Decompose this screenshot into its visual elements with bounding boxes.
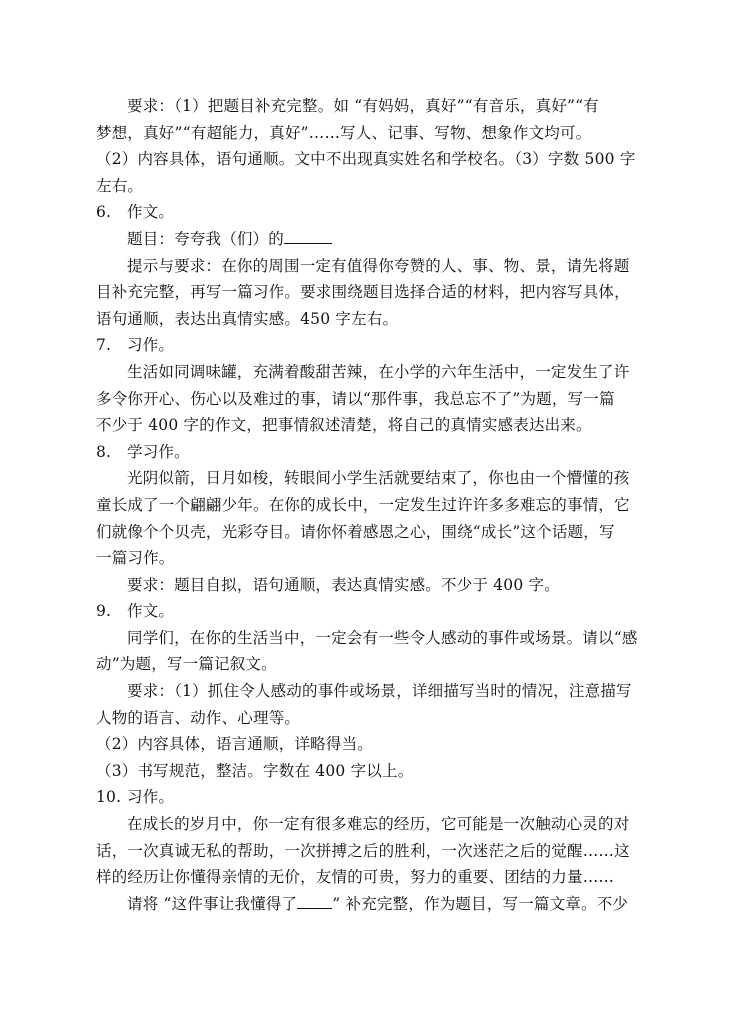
question-9-heading (96, 598, 656, 625)
question-8-heading (96, 439, 656, 466)
question-number: 6. (96, 203, 112, 222)
text-line: 不少于 400 字的作文，把事情叙述清楚，将自己的真情实感表达出来。 (96, 416, 592, 435)
text-line: （2）内容具体，语言通顺，详略得当。 (96, 735, 373, 754)
text-line: 在成长的岁月中，你一定有很多难忘的经历，它可能是一次触动心灵的对 (127, 815, 630, 834)
question-number: 9. (96, 602, 112, 621)
text-line: （3）书写规范，整洁。字数在 400 字以上。 (96, 761, 414, 780)
text-line: 左右。 (96, 176, 144, 195)
question-title: 习作。 (127, 336, 175, 355)
text-line: 多令你开心、伤心以及难过的事，请以“那件事，我总忘不了”为题，写一篇 (96, 389, 615, 408)
text-line: 目补充完整，再写一篇习作。要求围绕题目选择合适的材料，把内容写具体， (96, 283, 630, 302)
question-title: 学习作。 (127, 442, 190, 461)
text-line: 同学们，在你的生活当中，一定会有一些令人感动的事件或场景。请以“感 (127, 628, 638, 647)
question-number: 7. (96, 336, 112, 355)
question-10-heading (96, 784, 656, 811)
question-title: 作文。 (127, 203, 175, 222)
text-line: 生活如同调味罐，充满着酸甜苦辣，在小学的六年生活中，一定发生了许 (127, 362, 630, 381)
text-line: （2）内容具体，语句通顺。文中不出现真实姓名和学校名。（3）字数 500 字 (96, 150, 636, 169)
instruction-text-start: 请将 “这件事让我懂得了 (127, 894, 298, 913)
text-line: 光阴似箭，日月如梭，转眼间小学生活就要结束了，你也由一个懵懂的孩 (127, 469, 630, 488)
requirement-line: 要求：（1）把题目补充完整。如 “有妈妈，真好”“有音乐，真好”“有 (127, 97, 599, 115)
text-line: 动”为题，写一篇记叙文。 (96, 655, 277, 674)
title-line (96, 226, 656, 253)
question-7-heading (96, 332, 656, 359)
text-line: 样的经历让你懂得亲情的无价，友情的可贵，努力的重要、团结的力量…… (96, 868, 615, 887)
text-line: 人物的语言、动作、心理等。 (96, 708, 301, 727)
question-title: 作文。 (127, 602, 175, 621)
question-number: 8. (96, 442, 112, 461)
text-line: 梦想，真好”“有超能力，真好”……写人、记事、写物、想象作文均可。 (96, 123, 592, 142)
text-line: 童长成了一个翩翩少年。在你的成长中，一定发生过许许多多难忘的事情，它 (96, 495, 630, 514)
question-number: 10. (96, 788, 122, 807)
requirement-line: 要求：（1）抓住令人感动的事件或场景，详细描写当时的情况，注意描写 (127, 682, 632, 701)
question-title: 习作。 (127, 788, 175, 807)
instruction-line (96, 891, 656, 918)
text-line: 们就像个个贝壳，光彩夺目。请你怀着感恩之心，围绕“成长”这个话题，写 (96, 522, 615, 541)
text-line: 话，一次真诚无私的帮助，一次拼搏之后的胜利，一次迷茫之后的觉醒……这 (96, 841, 630, 860)
requirement-line: 要求：题目自拟，语句通顺，表达真情实感。不少于 400 字。 (127, 575, 560, 594)
text-line: 提示与要求：在你的周围一定有值得你夸赞的人、事、物、景，请先将题 (127, 256, 630, 275)
document-page (96, 93, 656, 917)
fill-blank[interactable] (297, 893, 332, 909)
fill-blank[interactable] (284, 228, 332, 244)
title-text: 题目：夸夸我（们）的 (127, 229, 285, 248)
question-6-heading (96, 199, 656, 226)
instruction-text-end: ” 补充完整，作为题目，写一篇文章。不少 (332, 894, 629, 913)
text-line: 语句通顺，表达出真情实感。450 字左右。 (96, 309, 399, 328)
text-line: 一篇习作。 (96, 549, 175, 568)
